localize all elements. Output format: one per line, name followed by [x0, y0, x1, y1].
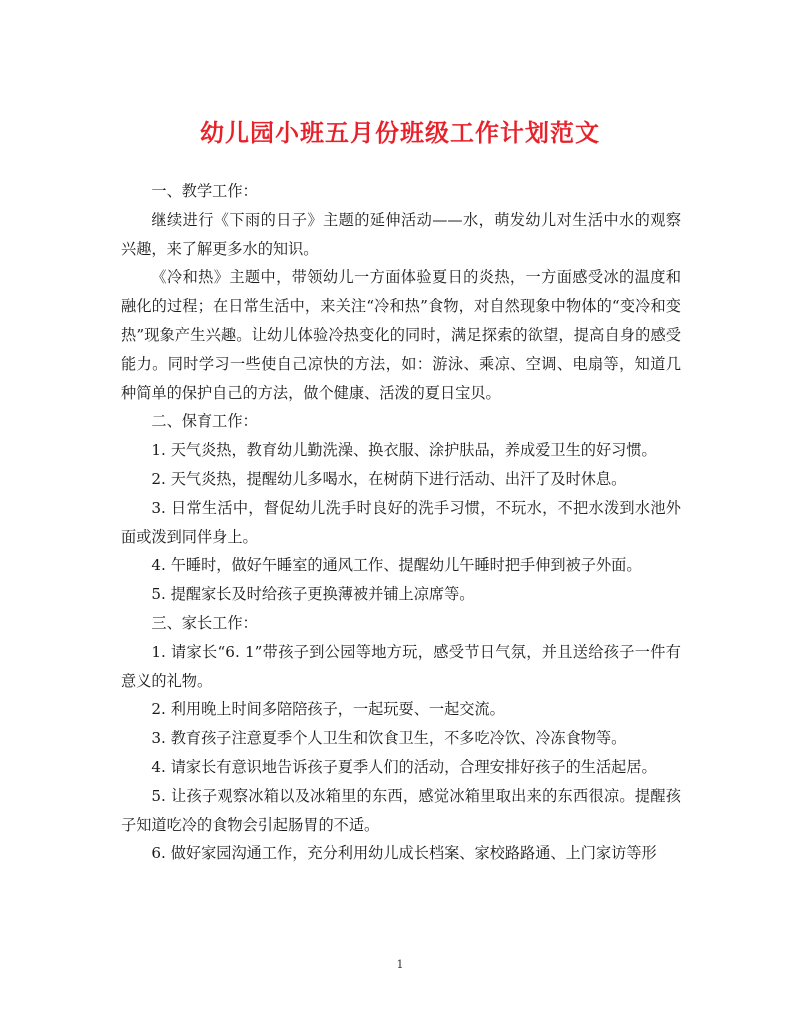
- document-body: [121, 177, 681, 868]
- list-item: 2. 利用晚上时间多陪陪孩子，一起玩耍、一起交流。: [151, 700, 505, 719]
- page-number: 1: [396, 958, 404, 971]
- list-item: 4. 午睡时，做好午睡室的通风工作、提醒幼儿午睡时把手伸到被子外面。: [151, 556, 642, 575]
- list-item: 3. 教育孩子注意夏季个人卫生和饮食卫生，不多吃冷饮、冷冻食物等。: [151, 729, 627, 748]
- document-title: 幼儿园小班五月份班级工作计划范文: [200, 118, 600, 147]
- paragraph: 继续进行《下雨的日子》主题的延伸活动——水，萌发幼儿对生活中水的观察兴趣，来了解更多水的知识。: [121, 210, 681, 258]
- list-item: 5. 让孩子观察冰箱以及冰箱里的东西，感觉冰箱里取出来的东西很凉。提醒孩子知道吃冷的食物会引起肠胃的不适。: [121, 786, 681, 834]
- list-item: 1. 请家长“6. 1”带孩子到公园等地方玩，感受节日气氛，并且送给孩子一件有意义的礼物。: [121, 642, 681, 690]
- list-item: 4. 请家长有意识地告诉孩子夏季人们的活动，合理安排好孩子的生活起居。: [151, 757, 657, 776]
- list-item: 3. 日常生活中，督促幼儿洗手时良好的洗手习惯，不玩水，不把水泼到水池外面或泼到同伴身上。: [121, 498, 681, 546]
- list-item: 6. 做好家园沟通工作，充分利用幼儿成长档案、家校路路通、上门家访等形: [151, 844, 657, 863]
- paragraph: 《冷和热》主题中，带领幼儿一方面体验夏日的炎热，一方面感受冰的温度和融化的过程；在日常生活中，来关注“冷和热”食物，对自然现象中物体的“变冷和变热”现象产生兴趣。让幼儿体验冷热变化的同时，满足探索的欲望，提高自身的感受能力。同时学习一些使自己凉快的方法，如：游泳、乘凉、空调、电扇等，知道几种简单的保护自己的方法，做个健康、活泼的夏日宝贝。: [121, 268, 681, 402]
- section-heading-care: 二、保育工作：: [151, 412, 258, 431]
- section-heading-teaching: 一、教学工作：: [151, 182, 258, 200]
- list-item: 2. 天气炎热，提醒幼儿多喝水，在树荫下进行活动、出汗了及时休息。: [151, 469, 627, 488]
- list-item: 1. 天气炎热，教育幼儿勤洗澡、换衣服、涂护肤品，养成爱卫生的好习惯。: [151, 441, 657, 460]
- section-heading-parents: 三、家长工作：: [151, 613, 258, 632]
- list-item: 5. 提醒家长及时给孩子更换薄被并铺上凉席等。: [151, 585, 475, 604]
